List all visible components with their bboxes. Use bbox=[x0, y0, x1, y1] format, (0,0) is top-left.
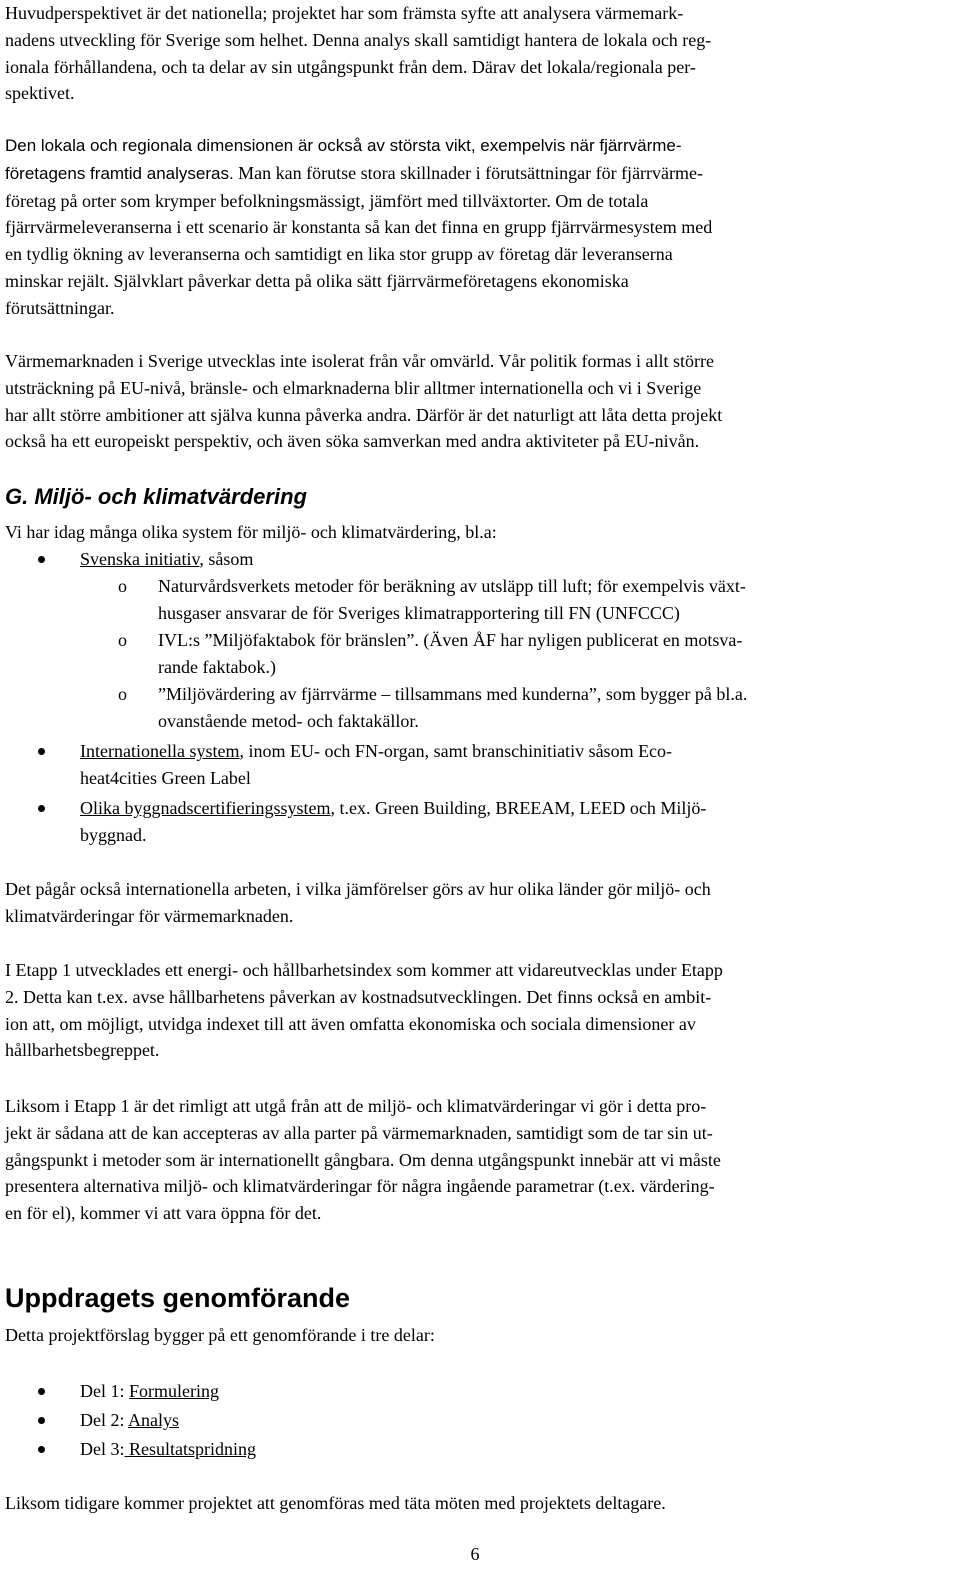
section-heading-execution: Uppdragets genomförande bbox=[5, 1283, 351, 1313]
paragraph-index bbox=[5, 957, 945, 1064]
text-line: spektivet. bbox=[5, 83, 75, 104]
bullet-icon bbox=[38, 748, 45, 755]
text-fragment: Man kan förutse stora skillnader i förutsättningar för fjärrvärme- bbox=[233, 162, 704, 183]
page-number: 6 bbox=[470, 1544, 480, 1564]
paragraph-international-work bbox=[5, 876, 945, 930]
bullet-icon bbox=[38, 1417, 45, 1424]
link-international-systems[interactable]: Internationella system bbox=[80, 741, 240, 761]
link-analys[interactable]: Analys bbox=[128, 1410, 179, 1430]
item-prefix: Del 1: bbox=[80, 1381, 129, 1401]
sub-bullet-icon: o bbox=[118, 684, 127, 704]
text-line: en tydlig ökning av leveranserna och samtidigt en lika stor grupp av företag där leveranserna bbox=[5, 244, 673, 265]
text-line: Värmemarknaden i Sverige utvecklas inte isolerat från vår omvärld. Vår politik formas i allt större bbox=[5, 351, 714, 371]
text-line: Den lokala och regionala dimensionen är också av största vikt, exempelvis när fjärrvärme- bbox=[5, 136, 682, 155]
text-line: heat4cities Green Label bbox=[80, 767, 251, 788]
text-line: ion att, om möjligt, utvidga indexet till att även omfatta ekonomiska och sociala dimensioner av bbox=[5, 1013, 696, 1034]
text-line: IVL:s ”Miljöfaktabok för bränslen”. (Även ÅF har nyligen publicerat en motsva- bbox=[158, 630, 743, 650]
text-fragment: Om de totala bbox=[550, 190, 649, 211]
text-line: Huvudperspektivet är det nationella; projektet har som främsta syfte att analysera värmemark- bbox=[5, 3, 684, 23]
list-item-building-certification bbox=[80, 795, 940, 849]
text-line: 2. Detta kan t.ex. avse hållbarhetens påverkan av kostnadsutvecklingen. Det finns också en ambit- bbox=[5, 986, 712, 1007]
text-line: klimatvärderingar för värmemarknaden. bbox=[5, 905, 294, 926]
text-line: hållbarhetsbegreppet. bbox=[5, 1040, 160, 1061]
text-line: ionala förhållandena, och ta delar av sin utgångspunkt från dem. Därav det lokala/regionala per- bbox=[5, 56, 696, 77]
section-g-intro: Vi har idag många olika system för miljö- och klimatvärdering, bl.a: bbox=[5, 522, 497, 542]
text-line: har allt större ambitioner att själva kunna påverka andra. Därför är det naturligt att låta detta projekt bbox=[5, 404, 723, 425]
link-resultatspridning[interactable]: Resultatspridning bbox=[124, 1439, 256, 1459]
text-line: en för el), kommer vi att vara öppna för det. bbox=[5, 1203, 322, 1224]
item-text: , t.ex. Green Building, BREEAM, LEED och Miljö- bbox=[330, 798, 707, 818]
bullet-icon bbox=[38, 805, 45, 812]
text-line: gångspunkt i metoder som är internationellt gångbara. Om denna utgångspunkt innebär att vi måste bbox=[5, 1149, 721, 1170]
text-line: nadens utveckling för Sverige som helhet. Denna analys skall samtidigt hantera de lokala och reg- bbox=[5, 29, 712, 50]
text-line: utsträckning på EU-nivå, bränsle- och elmarknaderna blir alltmer internationella och vi i Sverige bbox=[5, 377, 702, 398]
list-item-international-systems bbox=[80, 738, 940, 792]
link-formulering[interactable]: Formulering bbox=[129, 1381, 219, 1401]
list-item-part-1 bbox=[80, 1378, 940, 1405]
list-item-part-2 bbox=[80, 1407, 940, 1434]
text-line: Liksom i Etapp 1 är det rimligt att utgå från att de miljö- och klimatvärderingar vi gör i detta pro- bbox=[5, 1096, 707, 1116]
paragraph-closing: Liksom tidigare kommer projektet att genomföras med täta möten med projektets deltagare. bbox=[5, 1493, 666, 1513]
text-line: ”Miljövärdering av fjärrvärme – tillsammans med kunderna”, som bygger på bl.a. bbox=[158, 684, 748, 704]
sub-bullet-icon: o bbox=[118, 630, 127, 650]
sub-bullet-icon: o bbox=[118, 576, 127, 596]
section-heading-g: G. Miljö- och klimatvärdering bbox=[5, 484, 307, 509]
sub-list-item bbox=[158, 627, 938, 681]
paragraph-perspective bbox=[5, 0, 945, 107]
item-prefix: Del 3: bbox=[80, 1439, 125, 1459]
text-line: fjärrvärmeleveranserna i ett scenario är konstanta så kan det finna en grupp fjärrvärmesystem med bbox=[5, 217, 713, 238]
bullet-icon bbox=[38, 1446, 45, 1453]
list-item-part-3 bbox=[80, 1436, 940, 1463]
link-swedish-initiatives[interactable]: Svenska initiativ bbox=[80, 549, 200, 569]
text-line: rande faktabok.) bbox=[158, 656, 276, 677]
text-line: ovanstående metod- och faktakällor. bbox=[158, 710, 419, 731]
text-fragment: företagens framtid analyseras. bbox=[5, 163, 234, 183]
text-line: presentera alternativa miljö- och klimatvärderingar för några ingående parametrar (t.ex. värdering- bbox=[5, 1176, 715, 1197]
sub-list-item bbox=[158, 681, 938, 735]
item-prefix: Del 2: bbox=[80, 1410, 128, 1430]
text-fragment: företag på orter som krymper befolkningsmässigt, jämfört med tillväxtorter. bbox=[5, 190, 551, 211]
text-line: husgaser ansvarar de för Sveriges klimatrapportering till FN (UNFCCC) bbox=[158, 602, 680, 623]
bullet-icon bbox=[38, 1388, 45, 1395]
sub-list-item bbox=[158, 573, 938, 627]
bullet-icon bbox=[38, 556, 45, 563]
item-text: , inom EU- och FN-organ, samt branschinitiativ såsom Eco- bbox=[239, 741, 673, 761]
paragraph-international bbox=[5, 348, 945, 455]
list-item-swedish-initiatives bbox=[80, 546, 940, 573]
text-line: byggnad. bbox=[80, 824, 147, 845]
text-line: också ha ett europeiskt perspektiv, och även söka samverkan med andra aktiviteter på EU-nivån. bbox=[5, 431, 700, 452]
paragraph-regional-dimension bbox=[5, 133, 945, 322]
text-line: minskar rejält. Självklart påverkar detta på olika sätt fjärrvärmeföretagens ekonomiska bbox=[5, 270, 629, 291]
paragraph-valuations bbox=[5, 1093, 945, 1227]
section-execution-intro: Detta projektförslag bygger på ett genomförande i tre delar: bbox=[5, 1325, 435, 1345]
text-line: jekt är sådana att de kan accepteras av alla parter på värmemarknaden, samtidigt som de tar sin ut- bbox=[5, 1122, 713, 1143]
text-line: Det pågår också internationella arbeten, i vilka jämförelser görs av hur olika länder gör miljö- och bbox=[5, 879, 711, 899]
link-building-certification[interactable]: Olika byggnadscertifieringssystem bbox=[80, 798, 331, 818]
text-line: I Etapp 1 utvecklades ett energi- och hållbarhetsindex som kommer att vidareutvecklas under Etapp bbox=[5, 960, 723, 980]
text-line: Naturvårdsverkets metoder för beräkning av utsläpp till luft; för exempelvis växt- bbox=[158, 576, 746, 596]
item-text: , såsom bbox=[199, 549, 254, 569]
text-line: förutsättningar. bbox=[5, 297, 115, 318]
